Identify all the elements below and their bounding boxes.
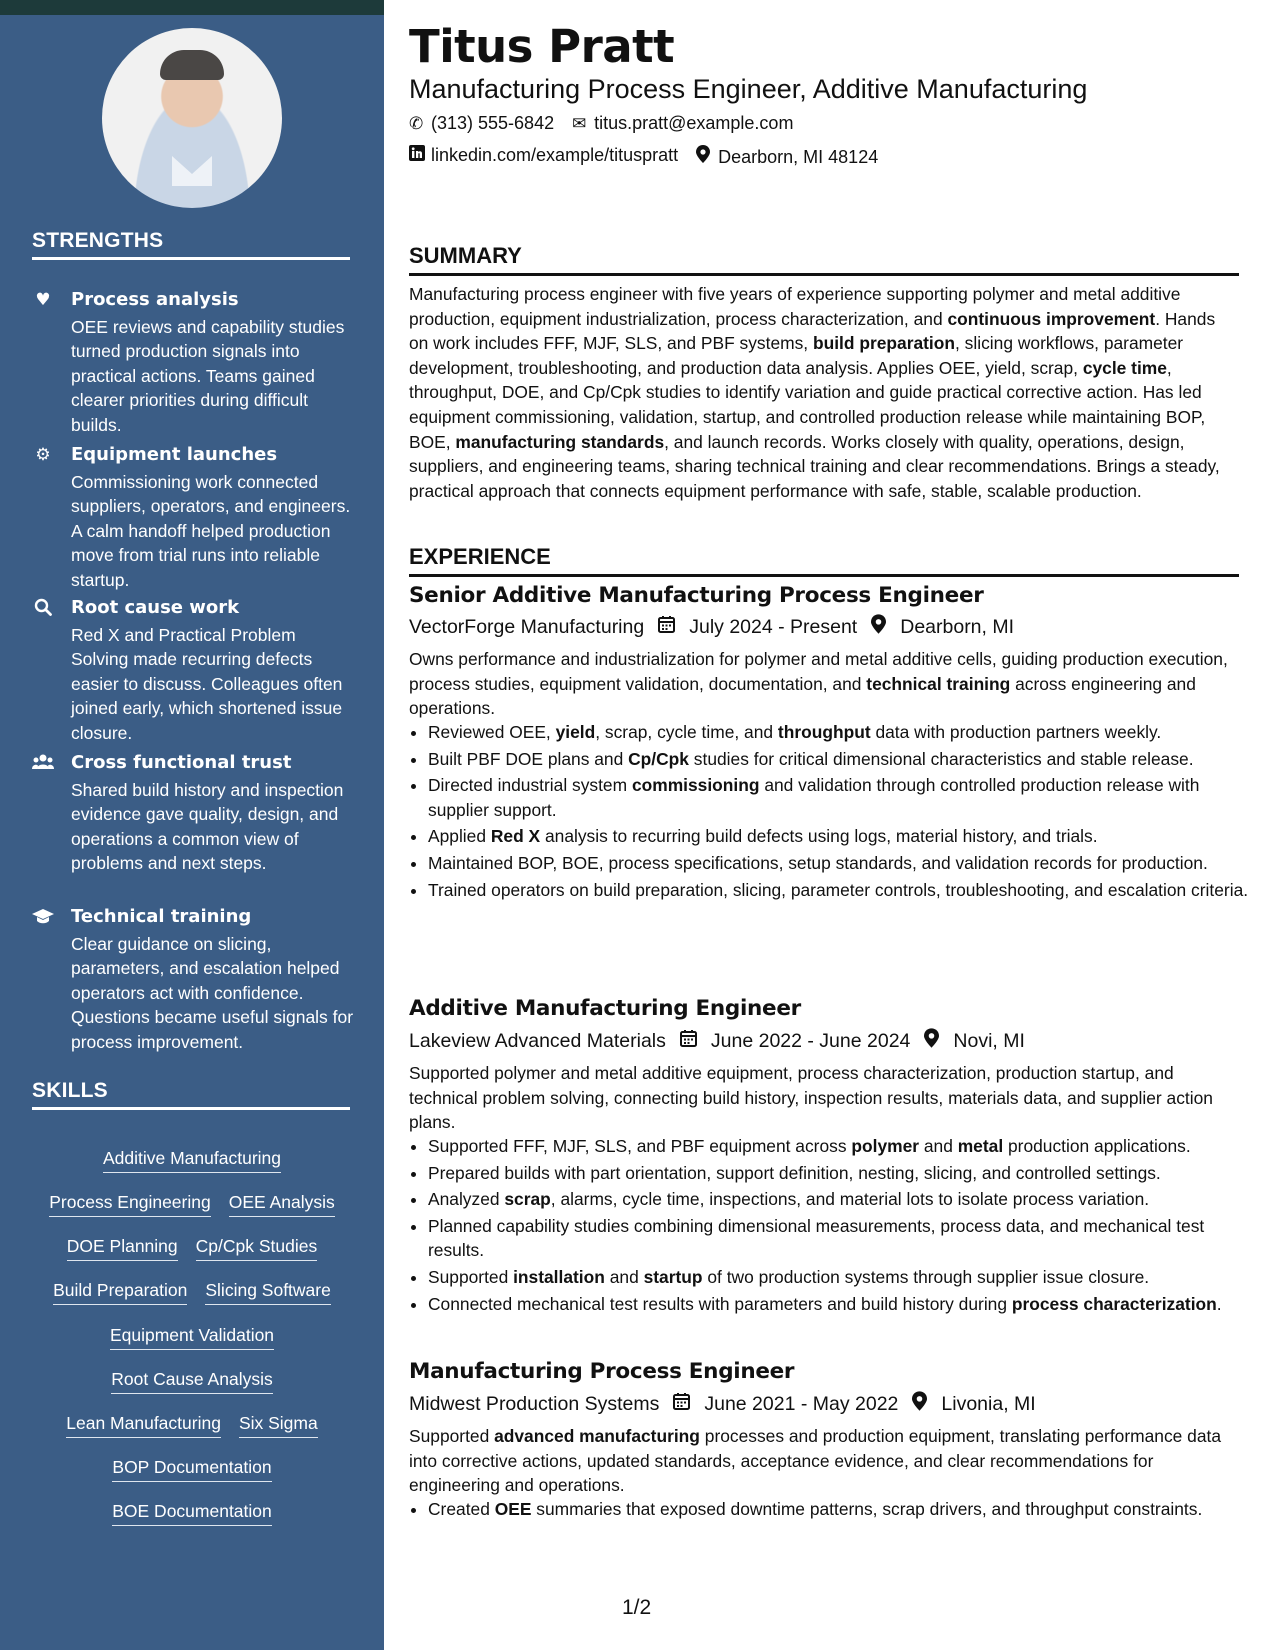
bullet-item: • Reviewed OEE, yield, scrap, cycle time, and throughput data with production partners weekly.	[428, 720, 1258, 745]
job-dates: June 2021 - May 2022	[704, 1392, 899, 1415]
bullet-item: • Directed industrial system commissioning and validation through controlled production release with supplier support.	[428, 773, 1258, 822]
summary-text: Manufacturing process engineer with five years of experience supporting polymer and metal additive production, equipment industrialization, process characterization, and continuous improvement. Hands on work includes FFF, MJF, SLS, and PBF systems, build preparation, slicing workflows, parameter development, troubleshooting, and production data analysis. Applies OEE, yield, scrap, cycle time, throughput, DOE, and Cp/Cpk studies to identify variation and guide practical corrective action. Has led equipment commissioning, validation, startup, and controlled production release while maintaining BOP, BOE, manufacturing standards, and launch records. Works closely with quality, operations, design, suppliers, and engineering teams, sharing technical training and clear recommendations. Brings a steady, practical approach that connects equipment performance with safe, stable, scalable production.	[409, 284, 1220, 501]
skill-row	[0, 1369, 384, 1394]
strengths-heading: STRENGTHS	[32, 229, 350, 260]
bullet-item: • Connected mechanical test results with parameters and build history during process characterization.	[428, 1292, 1258, 1317]
job-title: Manufacturing Process Engineer	[409, 1359, 795, 1384]
company: Lakeview Advanced Materials	[409, 1029, 666, 1052]
job-description: Supported polymer and metal additive equipment, process characterization, production startup, and technical problem solving, connecting build history, inspection results, materials data, and supplier action plans.	[409, 1063, 1213, 1133]
bullet-item: • Trained operators on build preparation, slicing, parameter controls, troubleshooting, and escalation criteria.	[428, 878, 1258, 903]
job-title: Senior Additive Manufacturing Process Engineer	[409, 583, 984, 608]
gears-icon: ⚙	[35, 445, 51, 465]
job-description: Supported advanced manufacturing processes and production equipment, translating performance data into corrective actions, updated standards, acceptance evidence, and clear recommendations for engineering and operations.	[409, 1426, 1222, 1496]
linkedin-icon	[409, 145, 431, 166]
map-pin-icon	[912, 1391, 927, 1417]
skill-tag: Root Cause Analysis	[111, 1369, 272, 1394]
strength-title: Technical training	[71, 906, 252, 927]
skill-tag: Lean Manufacturing	[66, 1413, 221, 1438]
company: Midwest Production Systems	[409, 1392, 660, 1415]
profile-photo	[102, 28, 282, 208]
skill-row	[0, 1192, 384, 1217]
bullet-item: • Maintained BOP, BOE, process specifications, setup standards, and validation records for production.	[428, 851, 1258, 876]
bullet-item: • Built PBF DOE plans and Cp/Cpk studies for critical dimensional characteristics and stable release.	[428, 747, 1258, 772]
job-dates: June 2022 - June 2024	[710, 1029, 911, 1052]
skill-row	[0, 1325, 384, 1350]
contact-row-2	[409, 145, 878, 168]
bullet-item: • Applied Red X analysis to recurring build defects using logs, material history, and trials.	[428, 824, 1258, 849]
bullet-item: • Supported installation and startup of two production systems through supplier issue closure.	[428, 1265, 1258, 1290]
bullet-item: • Created OEE summaries that exposed downtime patterns, scrap drivers, and throughput constraints.	[428, 1497, 1258, 1522]
skill-tag: Slicing Software	[205, 1280, 330, 1305]
map-pin-icon	[696, 145, 718, 168]
skill-row	[0, 1457, 384, 1482]
strength-desc: OEE reviews and capability studies turned production signals into practical actions. Teams gained clearer priorities during difficult builds.	[71, 317, 345, 435]
strength-desc: Clear guidance on slicing, parameters, and escalation helped operators act with confidence. Questions became useful signals for process improvement.	[71, 934, 354, 1052]
calendar-icon	[673, 1392, 690, 1416]
skill-tag: Process Engineering	[49, 1192, 210, 1217]
experience-heading: EXPERIENCE	[409, 544, 1239, 577]
job-bullets	[409, 1134, 1258, 1318]
skill-row	[0, 1236, 384, 1261]
strength-desc: Shared build history and inspection evidence gave quality, design, and operations a common view of problems and next steps.	[71, 780, 344, 874]
bullet-item: • Planned capability studies combining dimensional measurements, process data, and mechanical test results.	[428, 1214, 1258, 1263]
calendar-icon	[680, 1029, 697, 1053]
sidebar	[0, 15, 384, 1650]
job-title: Additive Manufacturing Engineer	[409, 996, 801, 1021]
strength-title: Root cause work	[71, 597, 240, 618]
bullet-item: • Supported FFF, MJF, SLS, and PBF equipment across polymer and metal production applications.	[428, 1134, 1258, 1159]
heart-icon: ♥	[35, 290, 51, 310]
skill-tag: Additive Manufacturing	[103, 1148, 281, 1173]
job-bullets	[409, 1497, 1258, 1524]
strength-desc: Red X and Practical Problem Solving made recurring defects easier to discuss. Colleagues often joined early, which shortened issue closure.	[71, 625, 343, 743]
job-location: Novi, MI	[953, 1029, 1025, 1052]
job-location: Dearborn, MI	[900, 615, 1015, 638]
skill-tag: Build Preparation	[53, 1280, 187, 1305]
bullet-item: • Prepared builds with part orientation, support definition, nesting, slicing, and controlled settings.	[428, 1161, 1258, 1186]
bullet-item: • Analyzed scrap, alarms, cycle time, inspections, and material lots to isolate process variation.	[428, 1187, 1258, 1212]
top-accent-bar	[0, 0, 384, 15]
job-meta	[409, 1391, 1036, 1417]
skill-tag: BOP Documentation	[112, 1457, 271, 1482]
skill-row	[0, 1413, 384, 1438]
calendar-icon	[658, 615, 675, 639]
phone: ✆ (313) 555-6842	[409, 113, 555, 133]
skill-tag: Equipment Validation	[110, 1325, 274, 1350]
job-description: Owns performance and industrialization for polymer and metal additive cells, guiding production execution, process studies, equipment validation, documentation, and technical training across engineering and operations.	[409, 649, 1228, 719]
contact-row-1	[409, 113, 793, 134]
job-location: Livonia, MI	[941, 1392, 1036, 1415]
headline: Manufacturing Process Engineer, Additive Manufacturing	[409, 74, 1088, 104]
job-meta	[409, 1028, 1025, 1054]
company: VectorForge Manufacturing	[409, 615, 645, 638]
graduation-cap-icon	[32, 907, 54, 929]
strength-title: Equipment launches	[71, 444, 278, 465]
job-dates: July 2024 - Present	[689, 615, 858, 638]
map-pin-icon	[924, 1028, 939, 1054]
skill-row	[0, 1148, 384, 1173]
skill-tag: OEE Analysis	[229, 1192, 335, 1217]
job-meta	[409, 614, 1014, 640]
strength-title: Process analysis	[71, 289, 239, 310]
location: Dearborn, MI 48124	[696, 145, 878, 168]
skill-tag: BOE Documentation	[112, 1501, 272, 1526]
candidate-name: Titus Pratt	[409, 20, 675, 73]
summary-heading: SUMMARY	[409, 243, 1239, 276]
job-bullets	[409, 720, 1258, 904]
phone-icon: ✆	[409, 114, 424, 133]
strength-desc: Commissioning work connected suppliers, operators, and engineers. A calm handoff helped production move from trial runs into reliable startup.	[71, 472, 351, 590]
strength-title: Cross functional trust	[71, 752, 292, 773]
page-number: 1/2	[622, 1596, 652, 1619]
envelope-icon: ✉	[572, 114, 587, 133]
users-icon	[32, 753, 54, 775]
skill-tag: Cp/Cpk Studies	[196, 1236, 318, 1261]
skill-tag: DOE Planning	[67, 1236, 178, 1261]
linkedin[interactable]: linkedin.com/example/tituspratt	[409, 145, 678, 168]
skill-tag: Six Sigma	[239, 1413, 318, 1438]
search-icon	[32, 598, 54, 620]
skills-heading: SKILLS	[32, 1079, 350, 1110]
email[interactable]: ✉ titus.pratt@example.com	[572, 113, 794, 133]
skill-row	[0, 1501, 384, 1526]
skill-row	[0, 1280, 384, 1305]
map-pin-icon	[871, 614, 886, 640]
